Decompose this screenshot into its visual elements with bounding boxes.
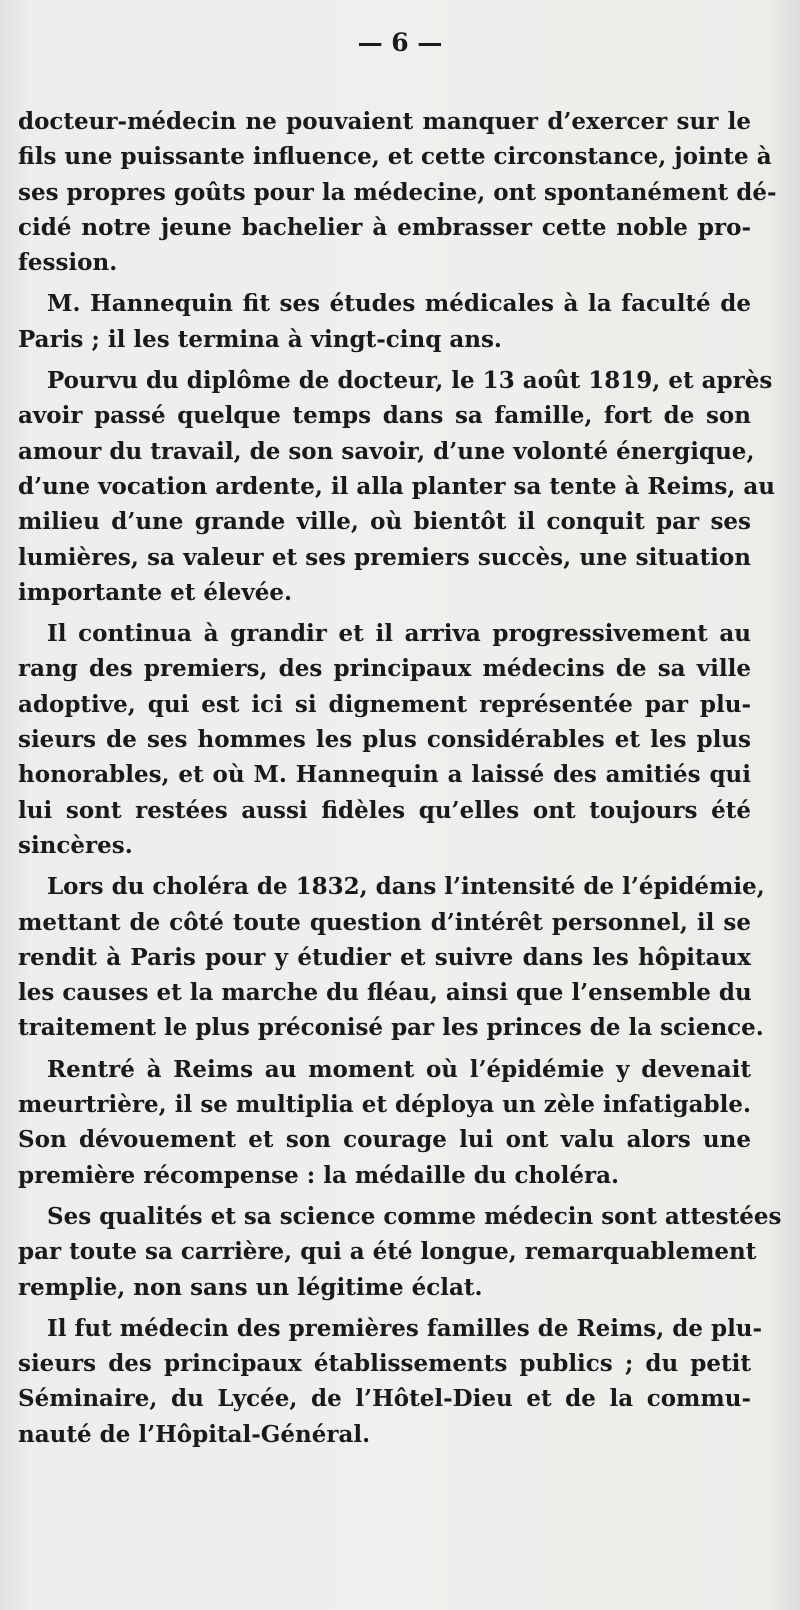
- text-line: honorables, et où M. Hannequin a laissé des amitiés qui: [18, 761, 751, 789]
- text-line: Ses qualités et sa science comme médecin sont attestées: [47, 1202, 782, 1230]
- text-line: mettant de côté toute question d’intérêt personnel, il se: [18, 908, 751, 936]
- paragraph: [18, 286, 751, 357]
- text-line: meurtrière, il se multiplia et déploya un zèle infatigable.: [18, 1091, 751, 1119]
- paragraph: [18, 363, 775, 610]
- text-line: Rentré à Reims au moment où l’épidémie y devenait: [47, 1055, 751, 1083]
- text-line: Paris ; il les termina à vingt-cinq ans.: [18, 325, 502, 353]
- text-line: sincères.: [18, 831, 133, 859]
- text-line: fession.: [18, 249, 118, 277]
- text-line: rendit à Paris pour y étudier et suivre dans les hôpitaux: [18, 943, 751, 971]
- text-line: nauté de l’Hôpital-Général.: [18, 1420, 371, 1448]
- text-line: Il fut médecin des premières familles de Reims, de plu-: [47, 1314, 763, 1342]
- text-line: M. Hannequin fit ses études médicales à la faculté de: [47, 290, 751, 318]
- text-line: importante et élevée.: [18, 578, 293, 606]
- paragraph: [18, 1052, 751, 1193]
- text-line: Pourvu du diplôme de docteur, le 13 août 1819, et après: [47, 367, 773, 395]
- text-line: sieurs des principaux établissements publics ; du petit: [18, 1350, 751, 1378]
- text-line: rang des premiers, des principaux médecins de sa ville: [18, 655, 751, 683]
- paragraph: [18, 869, 765, 1045]
- paragraph: [18, 1199, 782, 1305]
- text-line: première récompense : la médaille du choléra.: [18, 1161, 619, 1189]
- text-line: avoir passé quelque temps dans sa famille, fort de son: [18, 402, 751, 430]
- text-line: Séminaire, du Lycée, de l’Hôtel-Dieu et de la commu-: [18, 1385, 751, 1413]
- text-line: Lors du choléra de 1832, dans l’intensité de l’épidémie,: [47, 873, 765, 901]
- text-line: milieu d’une grande ville, où bientôt il conquit par ses: [18, 508, 751, 536]
- text-line: lumières, sa valeur et ses premiers succès, une situation: [18, 543, 751, 571]
- text-line: remplie, non sans un légitime éclat.: [18, 1273, 483, 1301]
- text-line: adoptive, qui est ici si dignement représentée par plu-: [18, 690, 751, 718]
- text-line: docteur-médecin ne pouvaient manquer d’exercer sur le: [18, 108, 751, 135]
- text-line: ses propres goûts pour la médecine, ont spontanément dé-: [18, 178, 777, 206]
- paragraph: [18, 104, 777, 280]
- text-line: traitement le plus préconisé par les princes de la science.: [18, 1014, 764, 1042]
- text-line: amour du travail, de son savoir, d’une volonté énergique,: [18, 437, 755, 465]
- paragraph: [18, 616, 751, 863]
- text-line: les causes et la marche du fléau, ainsi que l’ensemble du: [18, 979, 752, 1007]
- paragraph: [18, 1311, 763, 1452]
- text-line: Il continua à grandir et il arriva progressivement au: [47, 620, 751, 648]
- text-line: Son dévouement et son courage lui ont valu alors une: [18, 1126, 751, 1154]
- text-line: sieurs de ses hommes les plus considérables et les plus: [18, 726, 751, 754]
- page-number: — 6 —: [357, 28, 443, 57]
- text-line: lui sont restées aussi fidèles qu’elles ont toujours été: [18, 796, 751, 824]
- text-line: d’une vocation ardente, il alla planter sa tente à Reims, au: [18, 472, 775, 500]
- text-line: cidé notre jeune bachelier à embrasser cette noble pro-: [18, 213, 751, 241]
- body-text: [18, 104, 782, 1452]
- text-line: par toute sa carrière, qui a été longue, remarquablement: [18, 1238, 757, 1266]
- text-line: fils une puissante influence, et cette circonstance, jointe à: [18, 143, 772, 171]
